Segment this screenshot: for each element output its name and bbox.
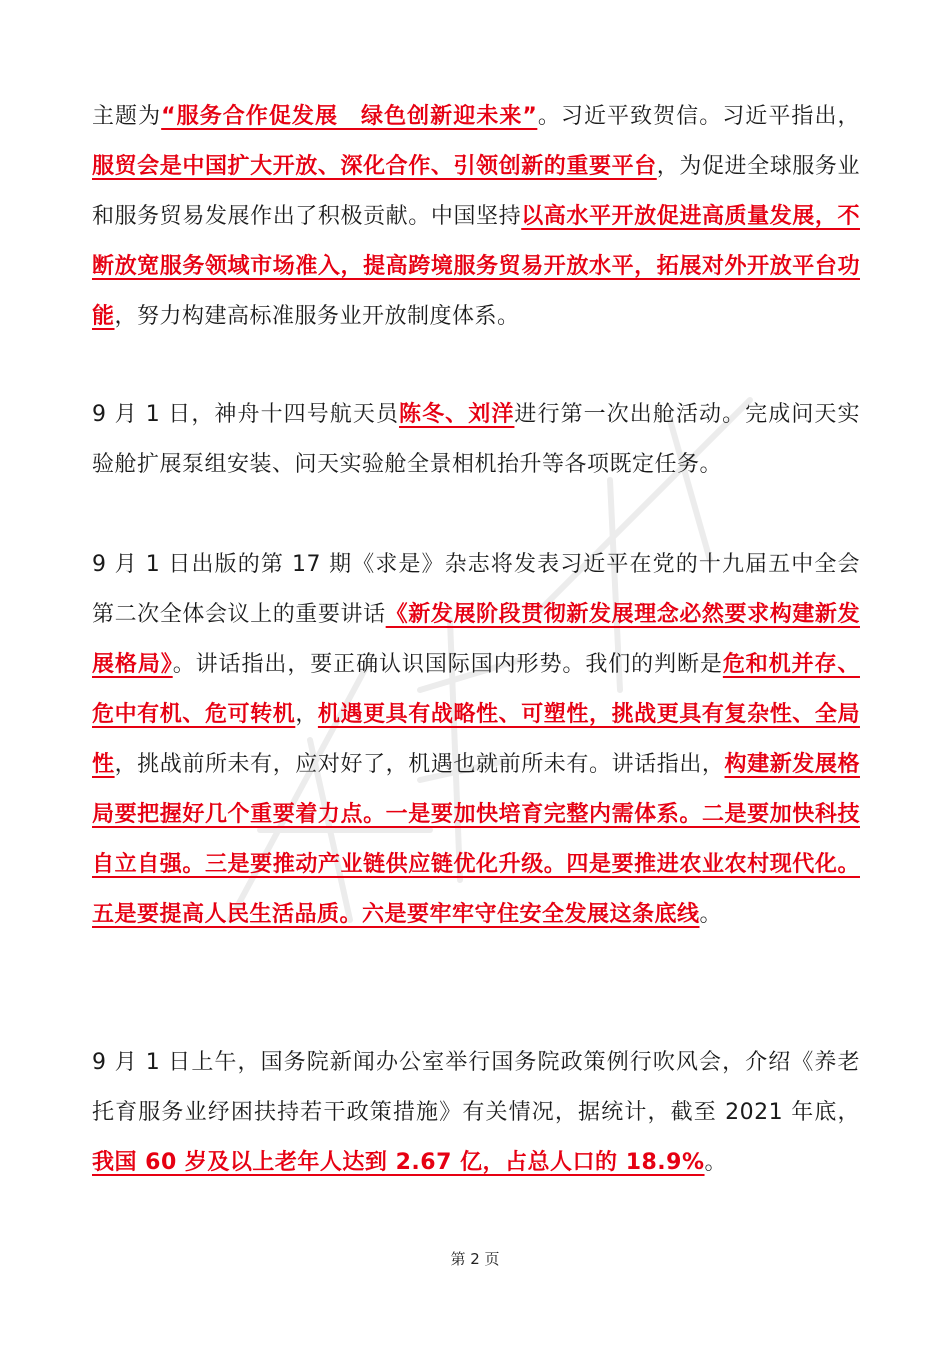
body-text: ，挑战前所未有，应对好了，机遇也就前所未有。讲话指出， bbox=[114, 752, 725, 777]
highlighted-text: 以高水平开放促进高质量发展，不断放宽服务领域市场准入，提高跨境服务贸易开放水平，拓展对外开放平台功能 bbox=[92, 204, 860, 329]
highlighted-text: “服务合作促发展 绿色创新迎未来” bbox=[161, 104, 538, 129]
body-text: 。 bbox=[704, 1150, 728, 1175]
body-text: ， bbox=[295, 702, 318, 727]
highlighted-text: 我国 60 岁及以上老年人达到 2.67 亿，占总人口的 18.9% bbox=[92, 1150, 705, 1175]
body-text: 主题为 bbox=[92, 104, 162, 129]
highlighted-text: 机遇更具有战略性、可塑性，挑战更具有复杂性、全局性 bbox=[92, 702, 860, 777]
paragraph-1 bbox=[92, 92, 860, 342]
highlighted-text: 《新发展阶段贯彻新发展理念必然要求构建新发展格局》 bbox=[92, 602, 860, 677]
highlighted-text: 构建新发展格局要把握好几个重要着力点。一是要加快培育完整内需体系。二是要加快科技自立自强。三是要推动产业链供应链优化升级。四是要推进农业农村现代化。五是要提高人民生活品质。六是要牢牢守住安全发展这条底线 bbox=[92, 752, 860, 927]
body-text: ，为促进全球服务业和服务贸易发展作出了积极贡献。中国坚持 bbox=[92, 154, 860, 229]
paragraph-4 bbox=[92, 1038, 860, 1188]
body-text: 。习近平致贺信。习近平指出， bbox=[537, 104, 860, 129]
paragraph-2 bbox=[92, 390, 860, 490]
body-text: 。讲话指出，要正确认识国际国内形势。我们的判断是 bbox=[172, 652, 723, 677]
paragraph-3 bbox=[92, 540, 860, 940]
body-text: 进行第一次出舱活动。完成问天实验舱扩展泵组安装、问天实验舱全景相机抬升等各项既定任务。 bbox=[92, 402, 860, 477]
body-text: ，努力构建高标准服务业开放制度体系。 bbox=[114, 304, 520, 329]
highlighted-text: 服贸会是中国扩大开放、深化合作、引领创新的重要平台 bbox=[92, 154, 657, 179]
highlighted-text: 陈冬、刘洋 bbox=[399, 402, 515, 427]
body-text: 9 月 1 日出版的第 17 期《求是》杂志将发表习近平在党的十九届五中全会第二次全体会议上的重要讲话 bbox=[92, 552, 860, 627]
document-body bbox=[92, 92, 860, 1175]
page-number: 第 2 页 bbox=[450, 1250, 500, 1268]
body-text: 。 bbox=[699, 902, 723, 927]
highlighted-text: 危和机并存、危中有机、危可转机 bbox=[92, 652, 860, 727]
body-text: 9 月 1 日，神舟十四号航天员 bbox=[92, 402, 400, 427]
body-text: 9 月 1 日上午，国务院新闻办公室举行国务院政策例行吹风会，介绍《养老托育服务业纾困扶持若干政策措施》有关情况，据统计，截至 2021 年底， bbox=[92, 1050, 860, 1125]
